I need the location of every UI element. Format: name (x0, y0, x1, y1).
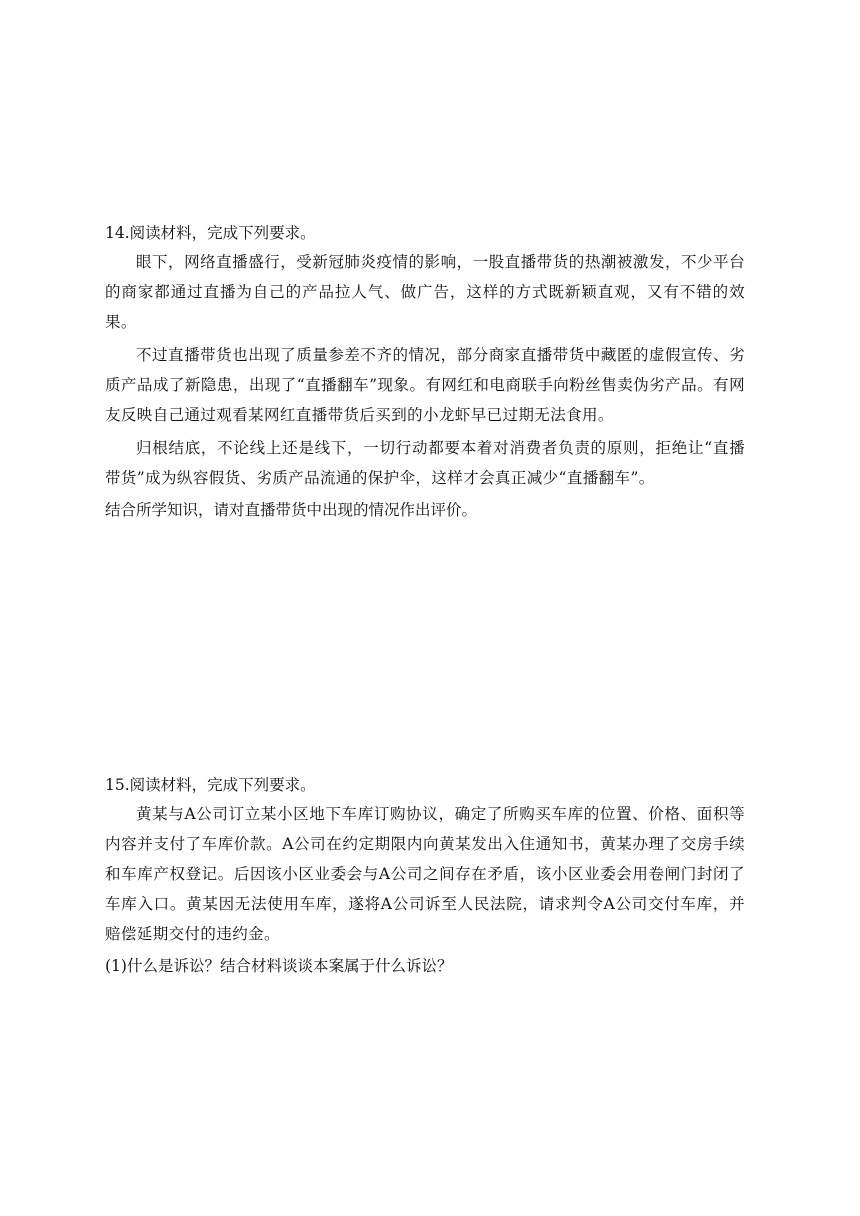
material-paragraph: 归根结底，不论线上还是线下，一切行动都要本着对消费者负责的原则，拒绝让“直播带货”成为纵容假货、劣质产品流通的保护伞，这样才会真正减少“直播翻车”。 (105, 439, 745, 487)
question-task: (1)什么是诉讼？结合材料谈谈本案属于什么诉讼？ (105, 957, 453, 975)
material-paragraph: 眼下，网络直播盛行，受新冠肺炎疫情的影响，一股直播带货的热潮被激发，不少平台的商家都通过直播为自己的产品拉人气、做广告，这样的方式既新颖直观，又有不错的效果。 (105, 253, 745, 331)
question-title: 14.阅读材料，完成下列要求。 (105, 224, 316, 242)
question-14 (105, 222, 745, 521)
question-task: 结合所学知识，请对直播带货中出现的情况作出评价。 (105, 501, 478, 519)
question-title: 15.阅读材料，完成下列要求。 (105, 776, 316, 794)
material-paragraph: 黄某与A公司订立某小区地下车库订购协议，确定了所购买车库的位置、价格、面积等内容并支付了车库价款。A公司在约定期限内向黄某发出入住通知书，黄某办理了交房手续和车库产权登记。后因该小区业委会与A公司之间存在矛盾，该小区业委会用卷闸门封闭了车库入口。黄某因无法使用车库，遂将A公司诉至人民法院，请求判令A公司交付车库，并赔偿延期交付的违约金。 (105, 805, 745, 943)
question-15 (105, 774, 745, 977)
material-paragraph: 不过直播带货也出现了质量参差不齐的情况，部分商家直播带货中藏匿的虚假宣传、劣质产品成了新隐患，出现了“直播翻车”现象。有网红和电商联手向粉丝售卖伪劣产品。有网友反映自己通过观看某网红直播带货后买到的小龙虾早已过期无法食用。 (105, 346, 745, 424)
